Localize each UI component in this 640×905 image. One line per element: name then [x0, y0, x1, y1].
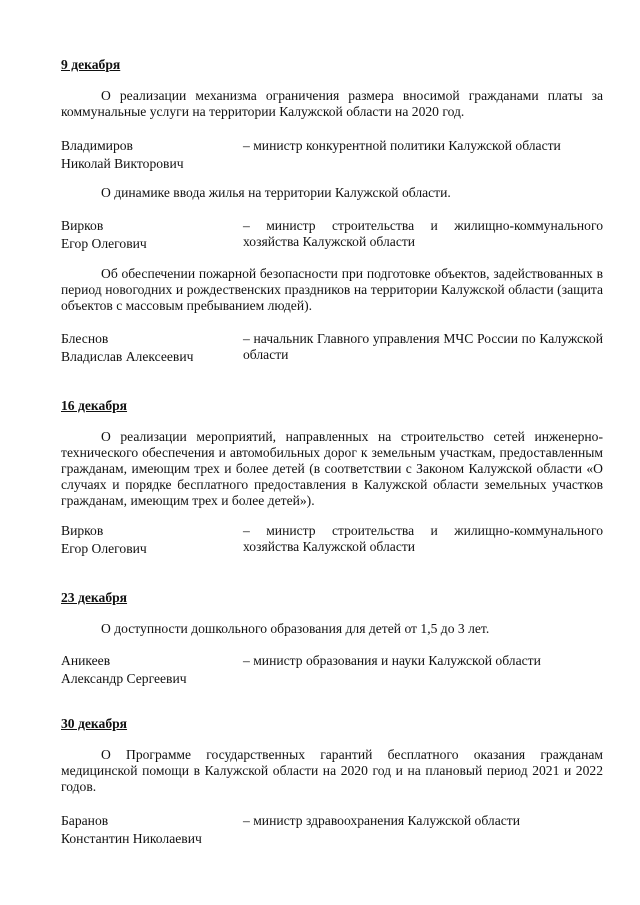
agenda-topic: О доступности дошкольного образования для детей от 1,5 до 3 лет. [101, 621, 490, 636]
speaker-surname: Баранов [61, 813, 109, 828]
speaker-position: – министр здравоохранения Калужской области [243, 813, 520, 828]
speaker-position: – министр строительства и жилищно-коммунального хозяйства Калужской области [243, 523, 603, 554]
speaker-position: – министр образования и науки Калужской области [243, 653, 541, 668]
speaker-name [61, 653, 241, 689]
speaker-name [61, 331, 241, 367]
agenda-topic: Об обеспечении пожарной безопасности при подготовке объектов, задействованных в период новогодних и рождественских праздников на территории Калужской области (защита объектов с массовым пребыванием людей). [61, 266, 603, 313]
speaker-surname: Блеснов [61, 331, 109, 346]
speaker-name [61, 218, 241, 254]
speaker-position: – начальник Главного управления МЧС России по Калужской области [243, 331, 603, 362]
speaker-name [61, 138, 241, 174]
agenda-topic: О динамике ввода жилья на территории Калужской области. [101, 185, 451, 200]
section-date: 23 декабря [61, 590, 128, 605]
speaker-name [61, 523, 241, 559]
speaker-given-name: Егор Олегович [61, 236, 147, 251]
speaker-name [61, 813, 241, 849]
speaker-given-name: Николай Викторович [61, 156, 184, 171]
speaker-position: – министр строительства и жилищно-коммунального хозяйства Калужской области [243, 218, 603, 249]
speaker-given-name: Константин Николаевич [61, 831, 202, 846]
speaker-given-name: Егор Олегович [61, 541, 147, 556]
agenda-topic: О Программе государственных гарантий бесплатного оказания гражданам медицинской помощи в Калужской области на 2020 год и на плановый период 2021 и 2022 годов. [61, 747, 603, 794]
speaker-surname: Вирков [61, 218, 104, 233]
agenda-topic: О реализации механизма ограничения размера вносимой гражданами платы за коммунальные услуги на территории Калужской области на 2020 год. [61, 88, 603, 119]
section-date: 30 декабря [61, 716, 128, 731]
speaker-given-name: Александр Сергеевич [61, 671, 187, 686]
speaker-surname: Вирков [61, 523, 104, 538]
section-date: 16 декабря [61, 398, 128, 413]
speaker-surname: Аникеев [61, 653, 111, 668]
speaker-surname: Владимиров [61, 138, 133, 153]
speaker-given-name: Владислав Алексеевич [61, 349, 194, 364]
agenda-topic: О реализации мероприятий, направленных на строительство сетей инженерно-технического обеспечения и автомобильных дорог к земельным участкам, предоставленным гражданам, имеющим трех и более детей (в соответствии с Законом Калужской области «О случаях и порядке бесплатного предоставления в Калужской области земельных участков гражданам, имеющим трех и более детей»). [61, 429, 603, 508]
speaker-position: – министр конкурентной политики Калужской области [243, 138, 561, 153]
section-date: 9 декабря [61, 57, 121, 72]
